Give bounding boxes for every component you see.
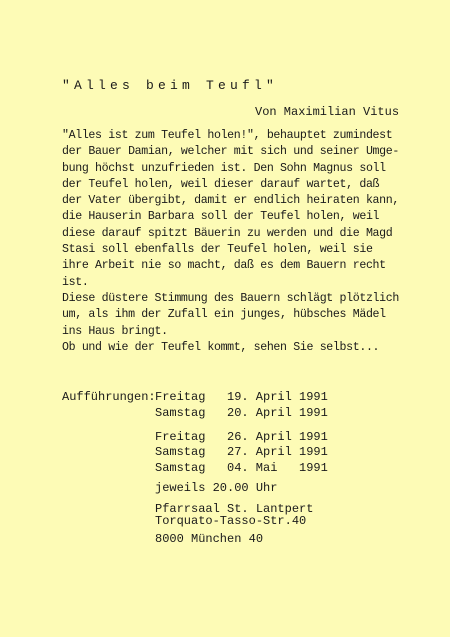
performance-date: 26. April 1991 (227, 429, 328, 444)
performance-day: Samstag (155, 461, 206, 476)
performance-day: Freitag (155, 390, 206, 404)
venue-street: Torquato-Tasso-Str.40 (155, 514, 307, 528)
venue-city: 8000 München 40 (155, 532, 264, 546)
performance-day: Samstag (155, 445, 206, 460)
performance-date-row (155, 390, 328, 406)
performance-date-row (155, 406, 328, 422)
synopsis-line: der Vater übergibt, damit er endlich heiraten kann, (62, 194, 399, 208)
synopsis-line: die Hauserin Barbara soll der Teufel holen, weil (62, 210, 380, 224)
synopsis-line: "Alles ist zum Teufel holen!", behauptet zumindest (62, 129, 393, 142)
performance-date: 20. April 1991 (227, 405, 328, 420)
synopsis-line: Stasi soll ebenfalls der Teufel holen, weil sie (62, 243, 373, 257)
performance-date-row (155, 430, 328, 446)
synopsis-line: um, als ihm der Zufall ein junges, hübsches Mädel (62, 308, 386, 322)
synopsis-line: ist. (62, 275, 89, 289)
play-title: "Alles beim Teufl" (62, 78, 279, 93)
performance-day: Samstag (155, 405, 206, 420)
performances-label: Aufführungen: (62, 390, 156, 404)
performance-time: jeweils 20.00 Uhr (155, 481, 278, 495)
performance-date: 27. April 1991 (227, 445, 328, 460)
synopsis-line: Diese düstere Stimmung des Bauern schlägt plötzlich (62, 291, 399, 305)
performance-date: 19. April 1991 (227, 390, 328, 404)
synopsis-line: der Bauer Damian, welcher mit sich und seiner Umge- (62, 145, 399, 159)
performance-date: 04. Mai 1991 (227, 461, 328, 476)
synopsis-text (62, 128, 407, 356)
performance-date-row (155, 445, 328, 461)
synopsis-line: bung höchst unzufrieden ist. Den Sohn Magnus soll (62, 161, 386, 175)
performance-day: Freitag (155, 429, 206, 444)
performance-dates (155, 390, 328, 477)
synopsis-line: diese darauf spitzt Bäuerin zu werden und die Magd (62, 226, 393, 240)
venue-address (155, 503, 313, 527)
synopsis-line: der Teufel holen, weil dieser darauf wartet, daß (62, 177, 380, 191)
synopsis-line: Ob und wie der Teufel kommt, sehen Sie selbst... (62, 340, 380, 354)
performance-date-row (155, 461, 328, 477)
synopsis-line: ins Haus bringt. (62, 324, 168, 338)
date-group-spacer (155, 422, 328, 430)
venue-name: Pfarrsaal St. Lantpert (155, 502, 314, 516)
author-line: Von Maximilian Vitus (255, 105, 400, 119)
synopsis-line: ihre Arbeit nie so macht, daß es dem Bauern recht (62, 259, 386, 273)
